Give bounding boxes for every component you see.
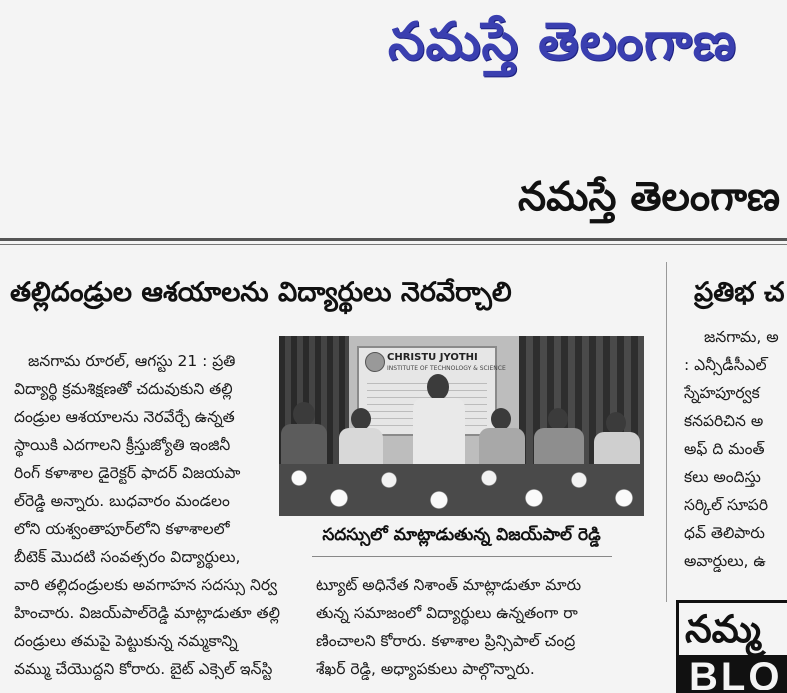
body-line: ణించాలని కోరారు. కళాశాల ప్రిన్సిపాల్ చంద్ర xyxy=(316,632,576,650)
body-line: జనగామ రూరల్, ఆగస్టు 21 : ప్రతి xyxy=(28,352,236,370)
body-line: దండ్రులు తమపై పెట్టుకున్న నమ్మకాన్ని xyxy=(14,632,238,650)
page-header-title: నమస్తే తెలంగాణ xyxy=(518,174,781,220)
body-line: ధవ్ తెలిపారు xyxy=(684,524,765,542)
right-article-headline: ప్రతిభ చ xyxy=(694,277,785,308)
photo-caption: సదస్సులో మాట్లాడుతున్న విజయ్‌పాల్ రెడ్డి xyxy=(322,525,601,545)
header-rule xyxy=(0,238,787,241)
body-line: అవార్డులు, ఉ xyxy=(684,552,766,570)
body-line: లోని యశ్వంతాపూర్‌లోని కళాశాలలో xyxy=(14,520,230,538)
college-seal-icon xyxy=(365,352,385,372)
column-divider xyxy=(666,262,667,602)
body-line: అఫ్ ది మంత్ xyxy=(684,440,765,458)
body-line: ట్యూట్ అధినేత నిశాంత్ మాట్లాడుతూ మారు xyxy=(316,576,582,594)
banner-subtitle: INSTITUTE OF TECHNOLOGY & SCIENCE xyxy=(387,365,506,372)
caption-rule xyxy=(312,556,612,557)
article-photo xyxy=(279,336,644,516)
banner-title: CHRISTU JYOTHI xyxy=(387,352,478,363)
ad-subtitle: BLO xyxy=(689,655,783,693)
body-line: ల్‌రెడ్డి అన్నారు. బుధవారం మండలం xyxy=(14,492,230,510)
body-line: రింగ్ కళాశాల డైరెక్టర్ ఫాదర్ విజయపా xyxy=(14,464,241,482)
ad-band xyxy=(679,655,787,693)
body-line: స్నేహపూర్వక xyxy=(684,384,760,402)
article-body-bottom-right xyxy=(316,571,646,683)
body-line: శేఖర్ రెడ్డి, అధ్యాపకులు పాల్గొన్నారు. xyxy=(316,660,535,678)
article-body-bottom-left xyxy=(14,571,310,683)
article-headline: తల్లిదండ్రుల ఆశయాలను విద్యార్థులు నెరవేర్చాలి xyxy=(10,277,512,308)
advertisement-box xyxy=(676,600,787,693)
ad-title: నమ్మ xyxy=(685,607,761,651)
article-body-left xyxy=(14,347,272,571)
floral-table-cloth xyxy=(279,464,644,516)
body-line: వారి తల్లిదండ్రులకు అవగాహన సదస్సు నిర్వ xyxy=(14,576,278,594)
body-line: బీటెక్ మొదటి సంవత్సరం విద్యార్థులు, xyxy=(14,548,241,566)
body-line: దండ్రుల ఆశయాలను నెరవేర్చే ఉన్నత xyxy=(14,408,235,426)
body-line: కలు అందిస్తు xyxy=(684,468,761,486)
body-line: విద్యార్థి క్రమశిక్షణతో చదువుకుని తల్లి xyxy=(14,380,233,398)
body-line: : ఎన్సీడీసీఎల్ xyxy=(684,356,767,374)
body-line: తున్న సమాజంలో విద్యార్థులు ఉన్నతంగా రా xyxy=(316,604,578,622)
body-line: స్థాయికి ఎదగాలని క్రీస్తుజ్యోతి ఇంజినీ xyxy=(14,436,231,454)
body-line: హించారు. విజయ్‌పాల్‌రెడ్డి మాట్లాడుతూ తల్లి xyxy=(14,604,280,622)
masthead-logo: నమస్తే తెలంగాణ xyxy=(388,12,737,72)
body-line: జనగామ, అ xyxy=(704,328,779,346)
body-line: సర్కిల్ సూపరి xyxy=(684,496,769,514)
body-line: కనపరిచిన అ xyxy=(684,412,764,430)
right-article-body xyxy=(684,323,787,575)
header-rule-thin xyxy=(0,244,787,245)
body-line: వమ్ము చేయొద్దని కోరారు. బైట్ ఎక్సెల్ ఇన్‌స్టి xyxy=(14,660,273,678)
